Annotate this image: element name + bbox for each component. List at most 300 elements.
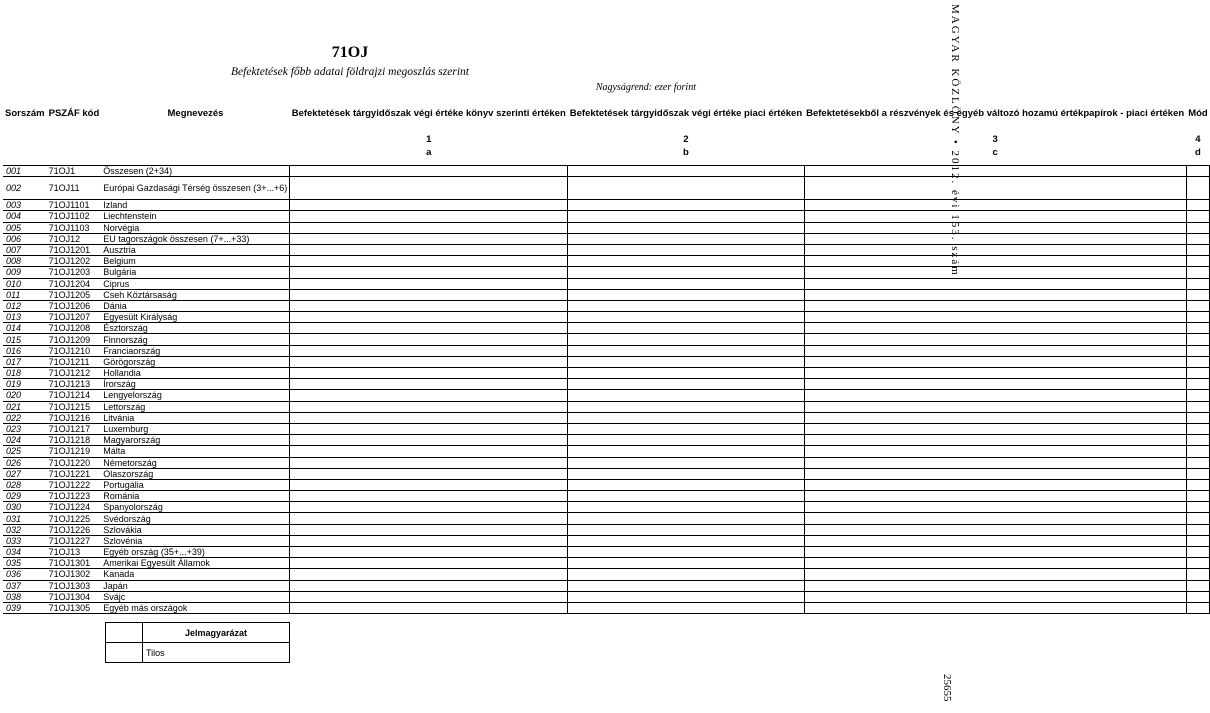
value-cell-col1[interactable] (290, 278, 568, 289)
value-cell-col3[interactable] (804, 502, 1186, 513)
pszaf-code-cell: 71OJ1209 (47, 334, 102, 345)
value-cell-col1[interactable] (290, 200, 568, 211)
name-cell: Litvánia (101, 412, 289, 423)
value-cell-col1[interactable] (290, 435, 568, 446)
value-cell-col3[interactable] (804, 580, 1186, 591)
pszaf-code-cell: 71OJ1201 (47, 244, 102, 255)
value-cell-col4[interactable] (1186, 535, 1210, 546)
name-cell: Izland (101, 200, 289, 211)
value-cell-col4[interactable] (1186, 479, 1210, 490)
value-cell-col1[interactable] (290, 558, 568, 569)
value-cell-col4[interactable] (1186, 289, 1210, 300)
pszaf-code-cell: 71OJ13 (47, 547, 102, 558)
value-cell-col3[interactable] (804, 558, 1186, 569)
value-cell-col3[interactable] (804, 200, 1186, 211)
value-cell-col4[interactable] (1186, 177, 1210, 200)
sorszam-cell: 007 (3, 244, 47, 255)
value-cell-col3[interactable] (804, 345, 1186, 356)
pszaf-code-cell: 71OJ1203 (47, 267, 102, 278)
value-cell-col4[interactable] (1186, 233, 1210, 244)
sorszam-cell: 033 (3, 535, 47, 546)
value-cell-col3[interactable] (804, 177, 1186, 200)
value-cell-col2[interactable] (568, 457, 804, 468)
pszaf-code-cell: 71OJ1225 (47, 513, 102, 524)
sorszam-cell: 010 (3, 278, 47, 289)
name-cell: Összesen (2+34) (101, 166, 289, 177)
table-row (3, 524, 1210, 535)
value-cell-col4[interactable] (1186, 513, 1210, 524)
value-cell-col1[interactable] (290, 390, 568, 401)
value-cell-col4[interactable] (1186, 591, 1210, 602)
value-cell-col1[interactable] (290, 446, 568, 457)
sorszam-cell: 005 (3, 222, 47, 233)
value-cell-col2[interactable] (568, 323, 804, 334)
value-cell-col1[interactable] (290, 379, 568, 390)
value-cell-col4[interactable] (1186, 491, 1210, 502)
value-cell-col3[interactable] (804, 535, 1186, 546)
value-cell-col1[interactable] (290, 222, 568, 233)
value-cell-col3[interactable] (804, 446, 1186, 457)
value-cell-col4[interactable] (1186, 401, 1210, 412)
value-cell-col1[interactable] (290, 535, 568, 546)
column-letter: a (426, 147, 432, 158)
legend (105, 622, 290, 663)
pszaf-code-cell: 71OJ1213 (47, 379, 102, 390)
value-cell-col2[interactable] (568, 423, 804, 434)
value-cell-col2[interactable] (568, 200, 804, 211)
table-row (3, 312, 1210, 323)
value-cell-col1[interactable] (290, 591, 568, 602)
value-cell-col4[interactable] (1186, 312, 1210, 323)
pszaf-code-cell: 71OJ1305 (47, 602, 102, 613)
sorszam-cell: 035 (3, 558, 47, 569)
unit-note: Nagyságrend: ezer forint (595, 82, 696, 93)
value-cell-col2[interactable] (568, 233, 804, 244)
sorszam-cell: 039 (3, 602, 47, 613)
value-cell-col2[interactable] (568, 535, 804, 546)
sorszam-cell: 020 (3, 390, 47, 401)
sorszam-cell: 023 (3, 423, 47, 434)
value-cell-col4[interactable] (1186, 435, 1210, 446)
table-row (3, 368, 1210, 379)
value-cell-col4[interactable] (1186, 368, 1210, 379)
value-cell-col3[interactable] (804, 412, 1186, 423)
value-cell-col2[interactable] (568, 312, 804, 323)
value-cell-col2[interactable] (568, 379, 804, 390)
value-cell-col2[interactable] (568, 334, 804, 345)
value-cell-col4[interactable] (1186, 547, 1210, 558)
value-cell-col3[interactable] (804, 401, 1186, 412)
value-cell-col1[interactable] (290, 211, 568, 222)
value-cell-col4[interactable] (1186, 468, 1210, 479)
value-cell-col2[interactable] (568, 602, 804, 613)
pszaf-code-cell: 71OJ1102 (47, 211, 102, 222)
value-cell-col4[interactable] (1186, 412, 1210, 423)
value-cell-col2[interactable] (568, 278, 804, 289)
value-cell-col3[interactable] (804, 435, 1186, 446)
value-cell-col3[interactable] (804, 547, 1186, 558)
sorszam-cell: 002 (3, 177, 47, 200)
table-row (3, 300, 1210, 311)
pszaf-code-cell: 71OJ1214 (47, 390, 102, 401)
legend-item: Tilos (143, 643, 290, 663)
value-cell-col4[interactable] (1186, 602, 1210, 613)
value-cell-col1[interactable] (290, 244, 568, 255)
pszaf-code-cell: 71OJ1215 (47, 401, 102, 412)
value-cell-col1[interactable] (290, 256, 568, 267)
sorszam-cell: 015 (3, 334, 47, 345)
value-cell-col1[interactable] (290, 423, 568, 434)
name-cell: EU tagországok összesen (7+...+33) (101, 233, 289, 244)
name-cell: Bulgária (101, 267, 289, 278)
value-cell-col3[interactable] (804, 368, 1186, 379)
pszaf-code-cell: 71OJ1216 (47, 412, 102, 423)
sorszam-cell: 032 (3, 524, 47, 535)
value-cell-col3[interactable] (804, 524, 1186, 535)
sorszam-cell: 001 (3, 166, 47, 177)
sorszam-cell: 012 (3, 300, 47, 311)
sorszam-cell: 018 (3, 368, 47, 379)
page-number: 25655 (941, 674, 953, 702)
pszaf-code-cell: 71OJ1204 (47, 278, 102, 289)
value-cell-col2[interactable] (568, 502, 804, 513)
sorszam-cell: 011 (3, 289, 47, 300)
value-cell-col4[interactable] (1186, 356, 1210, 367)
value-cell-col2[interactable] (568, 580, 804, 591)
value-cell-col4[interactable] (1186, 446, 1210, 457)
value-cell-col3[interactable] (804, 233, 1186, 244)
value-cell-col3[interactable] (804, 166, 1186, 177)
pszaf-code-cell: 71OJ1222 (47, 479, 102, 490)
value-cell-col1[interactable] (290, 602, 568, 613)
value-cell-col3[interactable] (804, 312, 1186, 323)
sorszam-cell: 026 (3, 457, 47, 468)
value-cell-col1[interactable] (290, 356, 568, 367)
value-cell-col2[interactable] (568, 547, 804, 558)
sorszam-cell: 022 (3, 412, 47, 423)
table-row (3, 457, 1210, 468)
pszaf-code-cell: 71OJ1 (47, 166, 102, 177)
value-cell-col1[interactable] (290, 524, 568, 535)
pszaf-code-cell: 71OJ1212 (47, 368, 102, 379)
value-cell-col4[interactable] (1186, 222, 1210, 233)
value-cell-col2[interactable] (568, 569, 804, 580)
name-cell: Egyéb ország (35+...+39) (101, 547, 289, 558)
table-row (3, 334, 1210, 345)
value-cell-col2[interactable] (568, 513, 804, 524)
sorszam-cell: 036 (3, 569, 47, 580)
value-cell-col1[interactable] (290, 368, 568, 379)
value-cell-col1[interactable] (290, 547, 568, 558)
data-table (3, 93, 1210, 614)
value-cell-col1[interactable] (290, 345, 568, 356)
value-cell-col4[interactable] (1186, 166, 1210, 177)
value-cell-col1[interactable] (290, 513, 568, 524)
value-cell-col1[interactable] (290, 569, 568, 580)
value-cell-col4[interactable] (1186, 267, 1210, 278)
sorszam-cell: 028 (3, 479, 47, 490)
table-row (3, 502, 1210, 513)
value-cell-col1[interactable] (290, 457, 568, 468)
value-cell-col2[interactable] (568, 401, 804, 412)
sorszam-cell: 034 (3, 547, 47, 558)
header-megnevezes: Megnevezés (167, 107, 224, 119)
sorszam-cell: 037 (3, 580, 47, 591)
legend-title: Jelmagyarázat (143, 623, 290, 643)
value-cell-col2[interactable] (568, 591, 804, 602)
value-cell-col2[interactable] (568, 412, 804, 423)
table-row (3, 423, 1210, 434)
sorszam-cell: 006 (3, 233, 47, 244)
name-cell: Lengyelország (101, 390, 289, 401)
name-cell: Görögország (101, 356, 289, 367)
pszaf-code-cell: 71OJ1221 (47, 468, 102, 479)
value-cell-col2[interactable] (568, 390, 804, 401)
table-row (3, 412, 1210, 423)
table-row (3, 558, 1210, 569)
name-cell: Japán (101, 580, 289, 591)
value-cell-col3[interactable] (804, 244, 1186, 255)
value-cell-col4[interactable] (1186, 244, 1210, 255)
sorszam-cell: 004 (3, 211, 47, 222)
value-cell-col3[interactable] (804, 300, 1186, 311)
sorszam-cell: 021 (3, 401, 47, 412)
column-number: 3 (992, 134, 998, 145)
sorszam-cell: 038 (3, 591, 47, 602)
value-cell-col1[interactable] (290, 233, 568, 244)
name-cell: Cseh Köztársaság (101, 289, 289, 300)
table-row (3, 211, 1210, 222)
value-cell-col1[interactable] (290, 412, 568, 423)
value-cell-col3[interactable] (804, 289, 1186, 300)
value-cell-col3[interactable] (804, 267, 1186, 278)
name-cell: Amerikai Egyesült Államok (101, 558, 289, 569)
value-cell-col3[interactable] (804, 211, 1186, 222)
value-cell-col3[interactable] (804, 278, 1186, 289)
value-cell-col1[interactable] (290, 502, 568, 513)
value-cell-col2[interactable] (568, 244, 804, 255)
value-cell-col4[interactable] (1186, 334, 1210, 345)
value-cell-col2[interactable] (568, 524, 804, 535)
table-row (3, 177, 1210, 200)
value-cell-col2[interactable] (568, 558, 804, 569)
pszaf-code-cell: 71OJ1301 (47, 558, 102, 569)
value-cell-col4[interactable] (1186, 379, 1210, 390)
pszaf-code-cell: 71OJ1226 (47, 524, 102, 535)
pszaf-code-cell: 71OJ12 (47, 233, 102, 244)
pszaf-code-cell: 71OJ1207 (47, 312, 102, 323)
value-cell-col2[interactable] (568, 345, 804, 356)
name-cell: Ciprus (101, 278, 289, 289)
table-row (3, 591, 1210, 602)
value-cell-col2[interactable] (568, 435, 804, 446)
value-cell-col4[interactable] (1186, 390, 1210, 401)
sorszam-cell: 030 (3, 502, 47, 513)
table-row (3, 289, 1210, 300)
value-cell-col4[interactable] (1186, 502, 1210, 513)
value-cell-col3[interactable] (804, 513, 1186, 524)
table-row (3, 222, 1210, 233)
header-col2: Befektetések tárgyidőszak végi értéke piaci értéken (569, 107, 803, 119)
value-cell-col1[interactable] (290, 401, 568, 412)
value-cell-col4[interactable] (1186, 256, 1210, 267)
value-cell-col1[interactable] (290, 300, 568, 311)
table-row (3, 244, 1210, 255)
pszaf-code-cell: 71OJ1202 (47, 256, 102, 267)
value-cell-col2[interactable] (568, 479, 804, 490)
value-cell-col4[interactable] (1186, 345, 1210, 356)
table-row (3, 233, 1210, 244)
name-cell: Szlovénia (101, 535, 289, 546)
value-cell-col4[interactable] (1186, 278, 1210, 289)
value-cell-col1[interactable] (290, 491, 568, 502)
value-cell-col2[interactable] (568, 356, 804, 367)
sorszam-cell: 016 (3, 345, 47, 356)
value-cell-col1[interactable] (290, 289, 568, 300)
sorszam-cell: 003 (3, 200, 47, 211)
column-number: 1 (426, 134, 432, 145)
value-cell-col4[interactable] (1186, 524, 1210, 535)
name-cell: Magyarország (101, 435, 289, 446)
value-cell-col2[interactable] (568, 256, 804, 267)
value-cell-col3[interactable] (804, 479, 1186, 490)
value-cell-col3[interactable] (804, 390, 1186, 401)
value-cell-col4[interactable] (1186, 200, 1210, 211)
value-cell-col3[interactable] (804, 356, 1186, 367)
value-cell-col1[interactable] (290, 166, 568, 177)
pszaf-code-cell: 71OJ1304 (47, 591, 102, 602)
value-cell-col4[interactable] (1186, 558, 1210, 569)
value-cell-col3[interactable] (804, 602, 1186, 613)
value-cell-col3[interactable] (804, 591, 1186, 602)
name-cell: Liechtenstein (101, 211, 289, 222)
table-row (3, 390, 1210, 401)
value-cell-col4[interactable] (1186, 300, 1210, 311)
name-cell: Írország (101, 379, 289, 390)
column-number: 2 (683, 134, 689, 145)
header-sorszam: Sorszám (5, 107, 45, 119)
sorszam-cell: 008 (3, 256, 47, 267)
value-cell-col4[interactable] (1186, 211, 1210, 222)
table-row (3, 491, 1210, 502)
value-cell-col1[interactable] (290, 468, 568, 479)
value-cell-col1[interactable] (290, 479, 568, 490)
sorszam-cell: 031 (3, 513, 47, 524)
table-row (3, 435, 1210, 446)
value-cell-col2[interactable] (568, 166, 804, 177)
sorszam-cell: 014 (3, 323, 47, 334)
sorszam-cell: 009 (3, 267, 47, 278)
sorszam-cell: 029 (3, 491, 47, 502)
pszaf-code-cell: 71OJ1210 (47, 345, 102, 356)
pszaf-code-cell: 71OJ1206 (47, 300, 102, 311)
value-cell-col3[interactable] (804, 423, 1186, 434)
value-cell-col2[interactable] (568, 468, 804, 479)
value-cell-col1[interactable] (290, 580, 568, 591)
value-cell-col1[interactable] (290, 177, 568, 200)
table-row (3, 323, 1210, 334)
sorszam-cell: 024 (3, 435, 47, 446)
value-cell-col3[interactable] (804, 491, 1186, 502)
value-cell-col2[interactable] (568, 177, 804, 200)
column-letter: b (683, 147, 689, 158)
table-row (3, 446, 1210, 457)
value-cell-col4[interactable] (1186, 580, 1210, 591)
value-cell-col4[interactable] (1186, 423, 1210, 434)
name-cell: Lettország (101, 401, 289, 412)
pszaf-code-cell: 71OJ1220 (47, 457, 102, 468)
name-cell: Hollandia (101, 368, 289, 379)
table-body (3, 166, 1210, 614)
name-cell: Málta (101, 446, 289, 457)
value-cell-col3[interactable] (804, 222, 1186, 233)
name-cell: Észtország (101, 323, 289, 334)
value-cell-col3[interactable] (804, 569, 1186, 580)
value-cell-col4[interactable] (1186, 569, 1210, 580)
legend-swatch (106, 643, 143, 663)
value-cell-col2[interactable] (568, 446, 804, 457)
table-row (3, 602, 1210, 613)
value-cell-col2[interactable] (568, 289, 804, 300)
sorszam-cell: 013 (3, 312, 47, 323)
name-cell: Egyéb más országok (101, 602, 289, 613)
pszaf-code-cell: 71OJ1303 (47, 580, 102, 591)
value-cell-col2[interactable] (568, 222, 804, 233)
name-cell: Svédország (101, 513, 289, 524)
value-cell-col3[interactable] (804, 468, 1186, 479)
sorszam-cell: 025 (3, 446, 47, 457)
value-cell-col3[interactable] (804, 256, 1186, 267)
table-row (3, 379, 1210, 390)
value-cell-col1[interactable] (290, 267, 568, 278)
name-cell: Spanyolország (101, 502, 289, 513)
value-cell-col2[interactable] (568, 491, 804, 502)
pszaf-code-cell: 71OJ1218 (47, 435, 102, 446)
sorszam-cell: 027 (3, 468, 47, 479)
name-cell: Románia (101, 491, 289, 502)
name-cell: Luxemburg (101, 423, 289, 434)
value-cell-col2[interactable] (568, 300, 804, 311)
value-cell-col2[interactable] (568, 267, 804, 278)
value-cell-col3[interactable] (804, 334, 1186, 345)
value-cell-col4[interactable] (1186, 457, 1210, 468)
name-cell: Európai Gazdasági Térség összesen (3+...+6) (101, 177, 289, 200)
pszaf-code-cell: 71OJ1205 (47, 289, 102, 300)
value-cell-col1[interactable] (290, 334, 568, 345)
pszaf-code-cell: 71OJ1224 (47, 502, 102, 513)
table-row (3, 479, 1210, 490)
pszaf-code-cell: 71OJ1103 (47, 222, 102, 233)
pszaf-code-cell: 71OJ1211 (47, 356, 102, 367)
pszaf-code-cell: 71OJ1227 (47, 535, 102, 546)
form-subtitle: Befektetések főbb adatai földrajzi megoszlás szerint (231, 66, 469, 78)
value-cell-col3[interactable] (804, 457, 1186, 468)
value-cell-col3[interactable] (804, 379, 1186, 390)
value-cell-col3[interactable] (804, 323, 1186, 334)
column-letter: c (992, 147, 998, 158)
table-row (3, 278, 1210, 289)
value-cell-col2[interactable] (568, 368, 804, 379)
name-cell: Németország (101, 457, 289, 468)
value-cell-col1[interactable] (290, 312, 568, 323)
table-row (3, 267, 1210, 278)
header-pszaf-kod: PSZÁF kód (48, 107, 100, 119)
pszaf-code-cell: 71OJ1217 (47, 423, 102, 434)
value-cell-col1[interactable] (290, 323, 568, 334)
value-cell-col2[interactable] (568, 211, 804, 222)
value-cell-col4[interactable] (1186, 323, 1210, 334)
name-cell: Finnország (101, 334, 289, 345)
